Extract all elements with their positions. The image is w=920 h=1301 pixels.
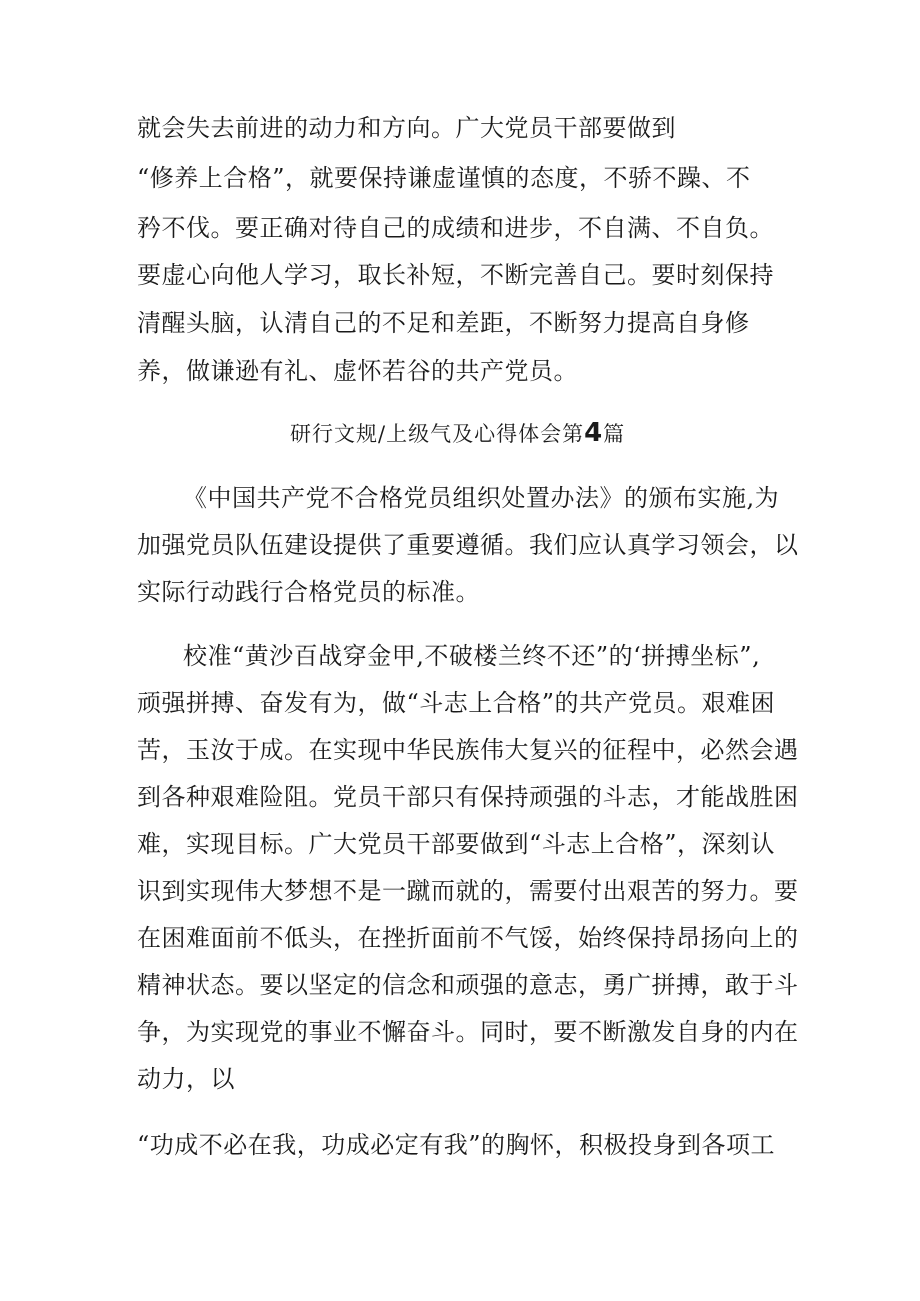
text-line: 养，做谦逊有礼、虚怀若谷的共产党员。 (137, 357, 578, 385)
section-heading (290, 418, 625, 449)
text-line: 难，实现目标。广大党员干部要做到“斗志上合格”，深刻认 (137, 830, 776, 858)
heading-number: 4 (584, 418, 604, 448)
text-line: 矜不伐。要正确对待自己的成绩和进步，不自满、不自负。 (137, 214, 774, 242)
text-line: 精神状态。要以坚定的信念和顽强的意志，勇广拼搏，敢于斗 (137, 971, 799, 999)
text-line: 要虚心向他人学习，取长补短，不断完善自己。要时刻保持 (137, 261, 774, 289)
text-line: 就会失去前进的动力和方向。广大党员干部要做到 (137, 114, 676, 142)
heading-suffix: 篇 (603, 422, 626, 446)
text-line: 加强党员队伍建设提供了重要遵循。我们应认真学习领会，以 (137, 531, 799, 559)
text-line: 在困难面前不低头，在挫折面前不气馁，始终保持昂扬向上的 (137, 924, 799, 952)
heading-text: 研行文规/上级气及心得体会第 (290, 422, 585, 446)
text-line: 苦，玉汝于成。在实现中华民族伟大复兴的征程中，必然会遇 (137, 736, 799, 764)
text-line: 《中国共产党不合格党员组织处置办法》的颁布实施,为 (183, 484, 780, 512)
text-line: “功成不必在我，功成必定有我”的胸怀，积极投身到各项工 (137, 1131, 776, 1159)
text-line: 到各种艰难险阻。党员干部只有保持顽强的斗志，才能战胜困 (137, 783, 799, 811)
text-line: 顽强拼搏、奋发有为，做“斗志上合格”的共产党员。艰难困 (137, 689, 776, 717)
text-line: 清醒头脑，认清自己的不足和差距，不断努力提高自身修 (137, 309, 750, 337)
text-line: 动力，以 (137, 1065, 235, 1093)
text-line: “修养上合格”，就要保持谦虚谨慎的态度，不骄不躁、不 (137, 164, 751, 192)
text-line: 争，为实现党的事业不懈奋斗。同时，要不断激发自身的内在 (137, 1018, 799, 1046)
text-line: 识到实现伟大梦想不是一蹴而就的，需要付出艰苦的努力。要 (137, 877, 799, 905)
text-line: 实际行动践行合格党员的标准。 (137, 578, 480, 606)
text-line: 校准“黄沙百战穿金甲,不破楼兰终不还”的‘拼搏坐标”, (183, 642, 761, 670)
